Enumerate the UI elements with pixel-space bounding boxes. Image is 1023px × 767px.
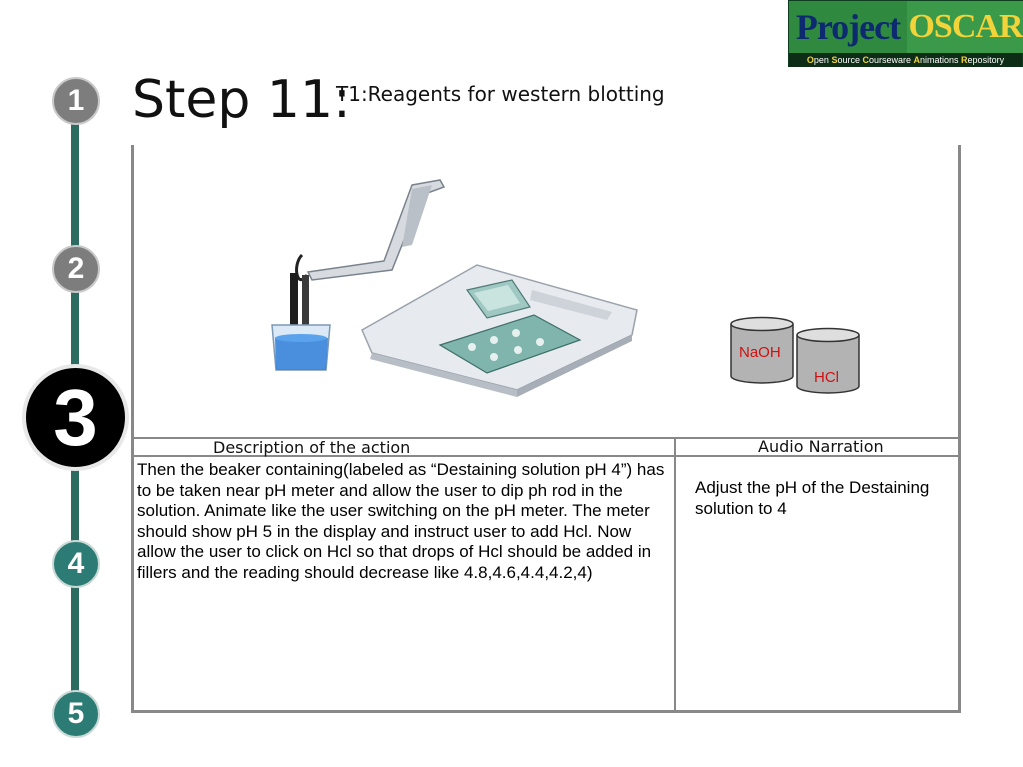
audio-narration-text: Adjust the pH of the Destaining solution to 4 — [695, 478, 930, 518]
logo-project-text: Project — [789, 1, 907, 53]
keypad-button — [490, 336, 498, 344]
logo-tagline: Open Source Courseware Animations Repository — [789, 53, 1022, 67]
step-1-circle[interactable]: 1 — [52, 77, 100, 125]
step-2-circle[interactable]: 2 — [52, 245, 100, 293]
keypad-button — [490, 353, 498, 361]
page-subtitle: T1:Reagents for western blotting — [336, 82, 665, 106]
description-text: Then the beaker containing(labeled as “Destaining solution pH 4”) has to be taken near pH meter and allow the user to dip ph rod in the solution. Animate like the user switching on the pH meter. The meter should show pH 5 in the display and instruct user to add Hcl. Now allow the user to click on Hcl so that drops of Hcl should be added in fillers and the reading should decrease like 4.8,4.6,4.4,4.2,4) — [137, 460, 665, 582]
ph-meter-illustration[interactable] — [262, 175, 647, 400]
beaker-solution-surface — [275, 334, 327, 342]
keypad-button — [536, 338, 544, 346]
logo-oscar-text: OSCAR — [907, 1, 1023, 53]
keypad-button — [514, 346, 522, 354]
frame-border-left — [131, 145, 134, 712]
audio-narration-header: Audio Narration — [758, 437, 884, 456]
step-5-circle[interactable]: 5 — [52, 690, 100, 738]
keypad-button — [468, 343, 476, 351]
step-4-circle[interactable]: 4 — [52, 540, 100, 588]
keypad-button — [512, 329, 520, 337]
electrode-rod-1 — [290, 273, 298, 333]
project-oscar-logo — [788, 0, 1023, 67]
frame-border-bottom — [131, 710, 961, 713]
page-title: Step 11: — [132, 70, 351, 130]
beaker-solution — [275, 338, 328, 370]
hcl-label: HCl — [814, 369, 839, 386]
naoh-label: NaOH — [739, 344, 781, 361]
frame-border-right — [958, 145, 961, 712]
table-column-divider — [674, 437, 676, 712]
description-header: Description of the action — [213, 438, 411, 457]
step-3-circle-active[interactable]: 3 — [22, 364, 129, 471]
